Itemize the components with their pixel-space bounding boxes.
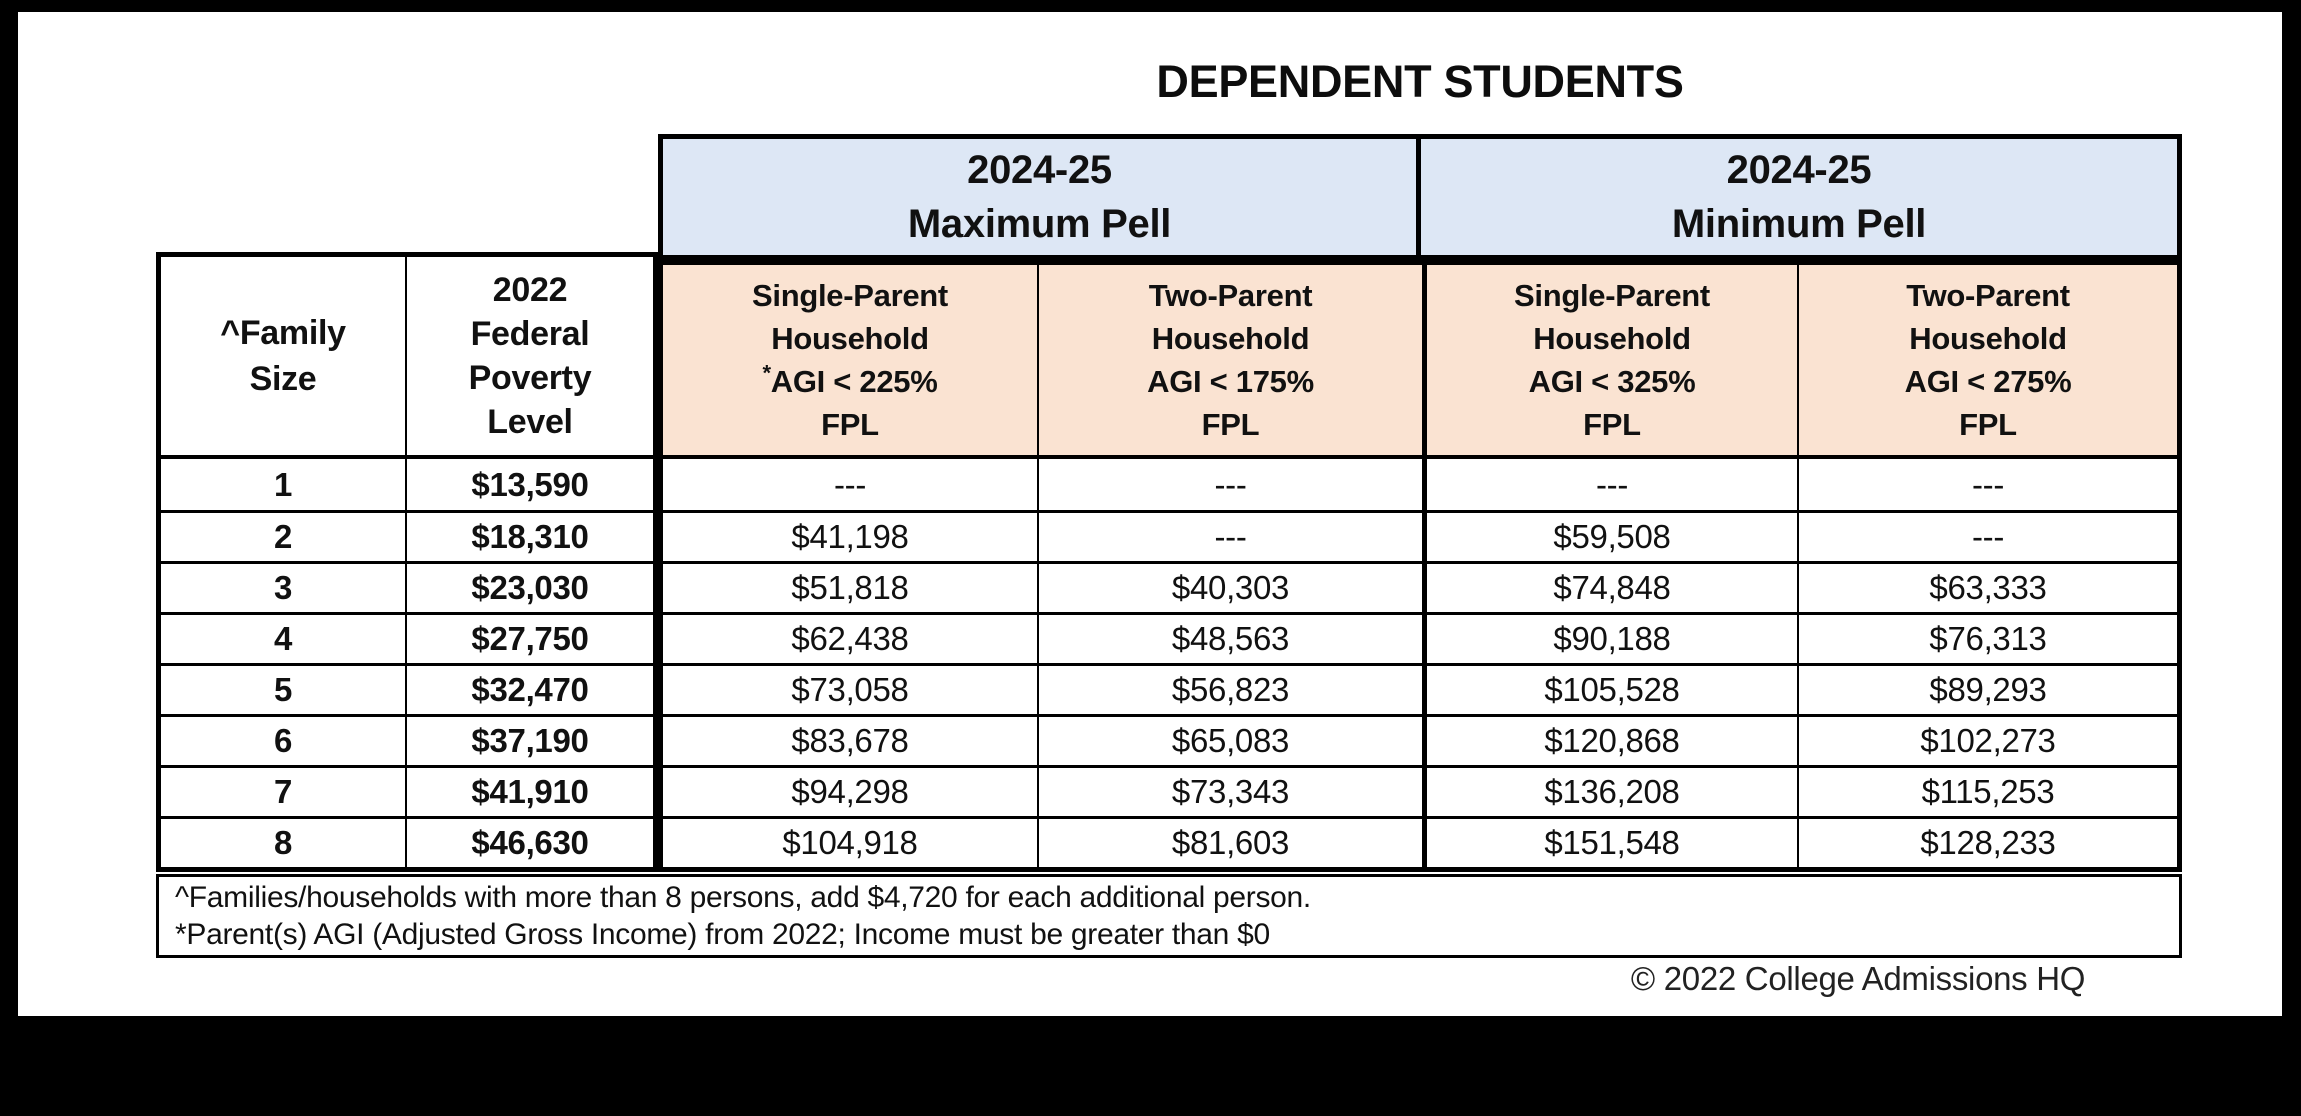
max-pell-year: 2024-25: [967, 148, 1112, 192]
max-single-parent-cell: $73,058: [663, 663, 1037, 714]
page-title: DEPENDENT STUDENTS: [1156, 56, 1684, 107]
column-header-line: Single-Parent: [1514, 278, 1710, 313]
family-header-line: ^Family: [220, 314, 346, 352]
max-two-parent-cell: $81,603: [1037, 816, 1422, 867]
agi-text: AGI < 275%: [1904, 364, 2072, 399]
agi-text: AGI < 325%: [1528, 364, 1696, 399]
fpl-value-cell: $23,030: [405, 561, 653, 612]
fpl-header-line: Poverty: [468, 359, 592, 397]
min-single-parent-column-header: [1422, 265, 1797, 459]
column-header-agi-line: [1905, 360, 2072, 403]
column-header-line: Household: [771, 321, 929, 356]
family-size-cell: 8: [161, 816, 405, 867]
family-size-cell: 5: [161, 663, 405, 714]
family-size-cell: 6: [161, 714, 405, 765]
min-two-parent-column-header: [1797, 265, 2177, 459]
column-header-agi-line: [1147, 360, 1314, 403]
min-single-parent-cell: $74,848: [1422, 561, 1797, 612]
max-single-parent-cell: $83,678: [663, 714, 1037, 765]
agi-text: AGI < 175%: [1147, 364, 1314, 399]
column-header-line: FPL: [1583, 407, 1641, 442]
max-single-parent-cell: ---: [833, 465, 867, 503]
min-two-parent-cell: $63,333: [1797, 561, 2177, 612]
column-header-line: Single-Parent: [752, 278, 948, 313]
family-size-cell: 2: [161, 510, 405, 561]
family-size-cell: 7: [161, 765, 405, 816]
min-single-parent-cell: $151,548: [1422, 816, 1797, 867]
max-two-parent-cell: $40,303: [1037, 561, 1422, 612]
min-two-parent-cell: $76,313: [1797, 612, 2177, 663]
fpl-header-line: Level: [487, 403, 573, 441]
min-two-parent-cell: $89,293: [1797, 663, 2177, 714]
column-header-line: Two-Parent: [1148, 278, 1313, 313]
min-single-parent-cell: $120,868: [1422, 714, 1797, 765]
family-size-cell: 1: [273, 465, 293, 503]
fpl-value-cell: $37,190: [405, 714, 653, 765]
fpl-value-cell: $32,470: [405, 663, 653, 714]
fpl-header-line: Federal: [470, 315, 590, 353]
fpl-value-cell: $46,630: [405, 816, 653, 867]
family-fpl-table: [156, 252, 658, 872]
family-size-cell: 4: [161, 612, 405, 663]
agi-asterisk: *: [762, 360, 771, 386]
max-two-parent-column-header: [1037, 265, 1422, 459]
min-single-parent-cell: $105,528: [1422, 663, 1797, 714]
copyright-text: © 2022 College Admissions HQ: [1630, 960, 2086, 997]
fpl-column-header: [405, 257, 653, 459]
min-single-parent-cell: $59,508: [1422, 510, 1797, 561]
footnote-line-families: ^Families/households with more than 8 persons, add $4,720 for each additional person.: [175, 881, 1311, 914]
column-header-agi-line: [1529, 360, 1696, 403]
min-two-parent-cell: $128,233: [1797, 816, 2177, 867]
column-header-agi-line: [763, 360, 938, 403]
fpl-value-cell: $13,590: [405, 459, 653, 510]
min-pell-year: 2024-25: [1726, 148, 1872, 192]
max-single-parent-cell: $51,818: [663, 561, 1037, 612]
footnote-box: [156, 874, 2182, 958]
min-single-parent-cell: $90,188: [1422, 612, 1797, 663]
fpl-header-line: 2022: [492, 271, 568, 309]
fpl-value-cell: $18,310: [405, 510, 653, 561]
max-single-parent-cell: $94,298: [663, 765, 1037, 816]
column-header-line: FPL: [1201, 407, 1260, 442]
max-two-parent-cell: $65,083: [1037, 714, 1422, 765]
column-header-line: FPL: [1959, 407, 2017, 442]
max-single-parent-cell: $104,918: [663, 816, 1037, 867]
column-header-line: FPL: [821, 407, 879, 442]
fpl-value-cell: $41,910: [405, 765, 653, 816]
max-single-parent-cell: $41,198: [663, 510, 1037, 561]
min-single-parent-cell: ---: [1422, 459, 1797, 510]
pell-group-header-row: [658, 134, 2182, 260]
min-two-parent-cell: ---: [1797, 459, 2177, 510]
column-header-line: Household: [1909, 321, 2067, 356]
max-single-parent-cell: $62,438: [663, 612, 1037, 663]
column-header-line: Household: [1533, 321, 1691, 356]
family-size-column-header: [161, 257, 405, 459]
max-two-parent-cell: $73,343: [1037, 765, 1422, 816]
max-two-parent-cell: ---: [1037, 459, 1422, 510]
family-header-line: Size: [249, 360, 317, 398]
min-two-parent-cell: $115,253: [1797, 765, 2177, 816]
max-two-parent-cell: $56,823: [1037, 663, 1422, 714]
footnote-line-agi: *Parent(s) AGI (Adjusted Gross Income) from 2022; Income must be greater than $0: [175, 918, 1270, 951]
column-header-line: Two-Parent: [1906, 278, 2070, 313]
max-single-parent-column-header: [663, 265, 1037, 459]
min-single-parent-cell: $136,208: [1422, 765, 1797, 816]
min-pell-label: Minimum Pell: [1671, 202, 1927, 246]
max-two-parent-cell: ---: [1037, 510, 1422, 561]
family-size-cell: 3: [161, 561, 405, 612]
column-header-line: Household: [1151, 321, 1310, 356]
max-pell-group-header: [663, 139, 1416, 255]
min-two-parent-cell: ---: [1797, 510, 2177, 561]
min-pell-group-header: [1416, 139, 2177, 255]
max-pell-label: Maximum Pell: [907, 202, 1172, 246]
fpl-value-cell: $27,750: [405, 612, 653, 663]
max-two-parent-cell: $48,563: [1037, 612, 1422, 663]
agi-text: AGI < 225%: [770, 364, 938, 399]
pell-threshold-table: [658, 260, 2182, 872]
document-sheet: [18, 12, 2282, 1016]
min-two-parent-cell: $102,273: [1797, 714, 2177, 765]
